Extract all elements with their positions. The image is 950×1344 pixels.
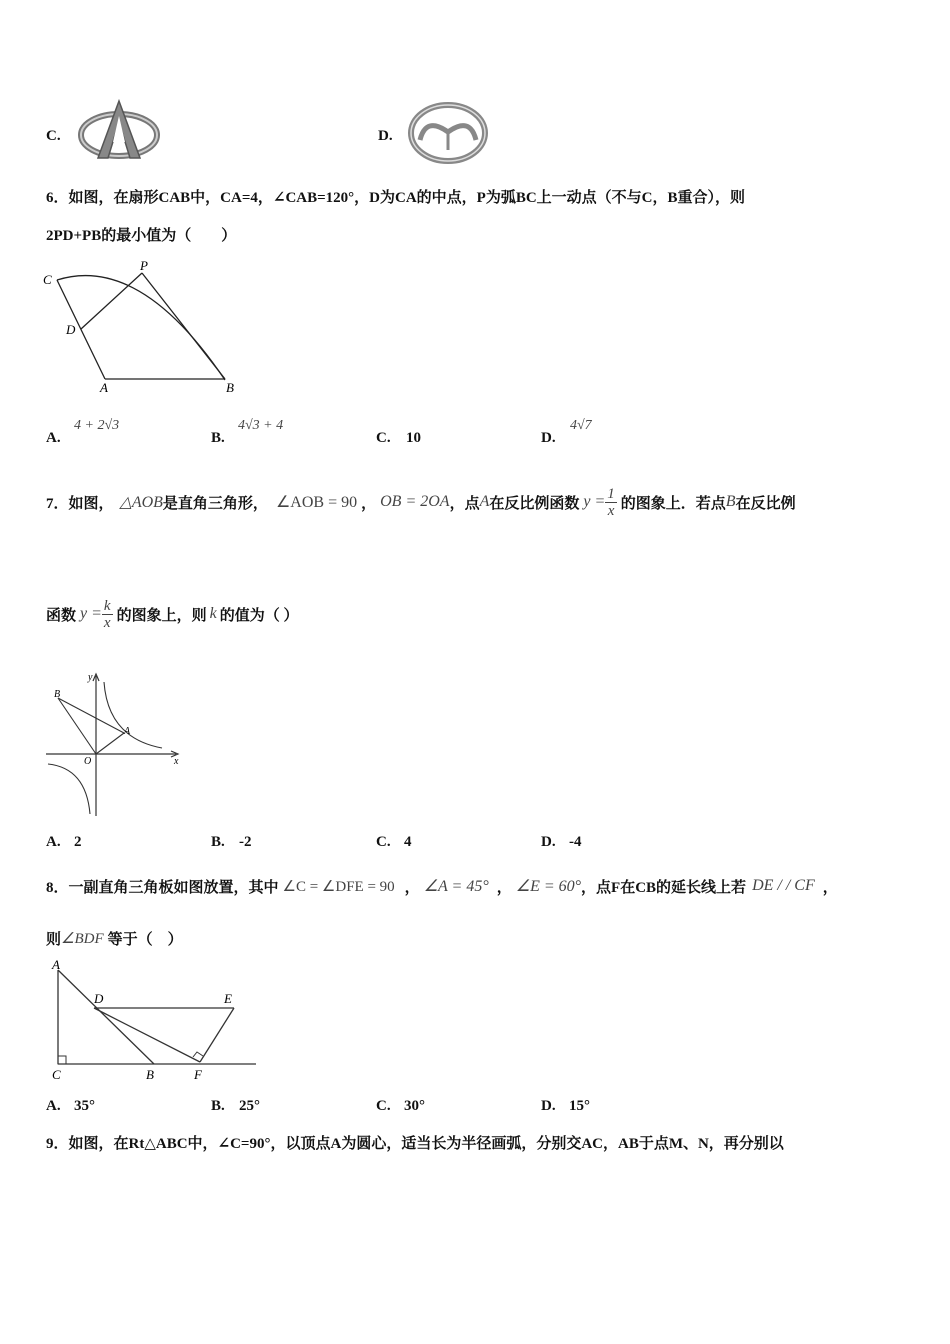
q8-option-a-value: 35° — [74, 1098, 95, 1114]
fig7-label-b: B — [54, 689, 61, 700]
fig8-label-f: F — [194, 1067, 202, 1082]
fig8-label-c: C — [52, 1067, 61, 1082]
q6-option-b-value: 4√3 + 4 — [238, 418, 284, 433]
q8-option-d-value: 15° — [569, 1098, 590, 1114]
option-d-label: D. — [378, 128, 393, 144]
question-9-line1: 9．如图，在Rt△ABC中，∠C=90°，以顶点A为圆心，适当长为半径画弧，分别交AC，AB于点M、N，再分别以 — [46, 1136, 784, 1152]
fig7-label-y: y — [88, 672, 93, 683]
q8-option-a-label: A. — [46, 1098, 61, 1114]
option-c-label: C. — [46, 128, 61, 144]
q7-option-b-label: B. — [211, 834, 225, 850]
q7-option-b-value: -2 — [239, 834, 252, 850]
fig6-label-c: C — [43, 272, 52, 287]
q8-option-b-value: 25° — [239, 1098, 260, 1114]
question-8-line1: 8．一副直角三角板如图放置，其中 ∠C = ∠DFE = 90 ， ∠A = 45° ， ∠E = 60° ，点F在CB的延长线上若 DE / / CF ， — [46, 877, 838, 896]
fig6-label-p: P — [140, 258, 148, 273]
mazda-logo-icon — [408, 102, 488, 164]
q7-option-c-label: C. — [376, 834, 391, 850]
q6-option-a-value: 4 + 2√3 — [74, 418, 120, 433]
q8-option-c-value: 30° — [404, 1098, 425, 1114]
question-8-figure — [44, 956, 264, 1086]
q7-option-a-value: 2 — [74, 834, 82, 850]
fig7-label-o: O — [84, 756, 92, 767]
car-logo-c-icon — [78, 98, 162, 164]
q6-option-b-label: B. — [211, 430, 225, 446]
fraction-1-over-x: $\frac{1}{x}$ — [607, 485, 615, 519]
q6-option-c-label: C. — [376, 430, 391, 446]
question-7-line2: 函数 y = $\frac{k}{x}$ 的图象上，则 k 的值为（ ） — [46, 597, 299, 631]
q6-option-a-label: A. — [46, 430, 61, 446]
fraction-k-over-x: $\frac{k}{x}$ — [103, 597, 111, 631]
fig8-label-e: E — [224, 991, 232, 1006]
fig7-label-a: A — [124, 726, 131, 737]
q7-option-d-value: -4 — [569, 834, 582, 850]
q8-option-b-label: B. — [211, 1098, 225, 1114]
fig8-label-a: A — [52, 957, 60, 972]
question-8-line2: 则 ∠BDF 等于（ ） — [46, 930, 183, 948]
fig7-label-x: x — [174, 756, 179, 767]
question-7-line1: 7．如图， △AOB 是直角三角形， ∠AOB = 90 ， OB = 2OA ，点 A 在反比例函数 y = $\frac{1}{x}$ 的图象上．若点 B 在反比例 — [46, 485, 796, 519]
fig8-label-b: B — [146, 1067, 154, 1082]
question-6-line2: 2PD+PB的最小值为（ ） — [46, 228, 237, 244]
question-7-figure — [44, 668, 184, 818]
q7-option-d-label: D. — [541, 834, 556, 850]
question-6-line1: 6．如图，在扇形CAB中，CA=4，∠CAB=120°，D为CA的中点，P为弧BC上一动点（不与C，B重合），则 — [46, 190, 746, 206]
fig6-label-d: D — [66, 322, 76, 337]
q8-option-c-label: C. — [376, 1098, 391, 1114]
fig6-label-b: B — [226, 380, 234, 395]
fig8-label-d: D — [94, 991, 104, 1006]
q7-option-a-label: A. — [46, 834, 61, 850]
q7-option-c-value: 4 — [404, 834, 412, 850]
q6-option-d-value: 4√7 — [570, 418, 592, 433]
q6-option-c-value: 10 — [406, 430, 421, 446]
q8-option-d-label: D. — [541, 1098, 556, 1114]
q6-option-d-label: D. — [541, 430, 556, 446]
question-6-figure — [40, 258, 250, 398]
fig6-label-a: A — [100, 380, 108, 395]
